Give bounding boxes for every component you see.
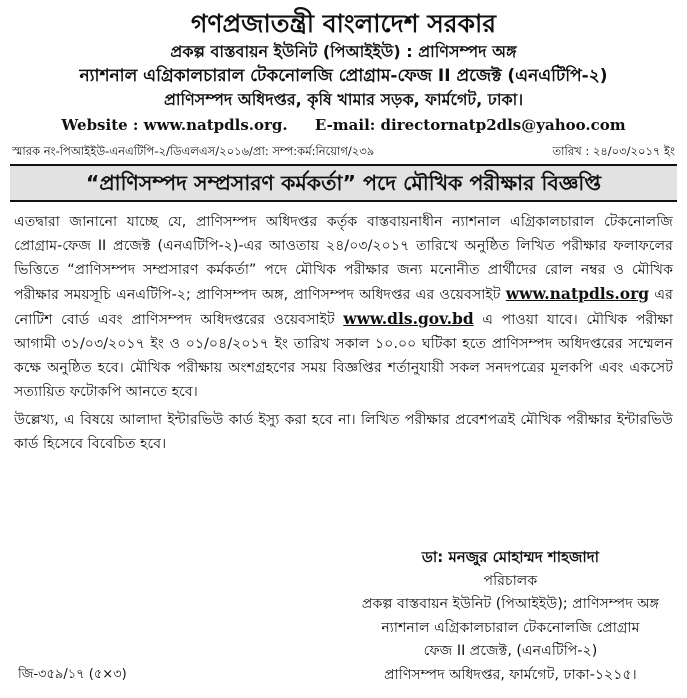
- notice-date: তারিখ : ২৪/০৩/২০১৭ ইং: [552, 144, 675, 158]
- signatory-program: ন্যাশনাল এগ্রিকালচারাল টেকনোলজি প্রোগ্রাম: [381, 619, 640, 636]
- contact-line: [10, 114, 677, 136]
- body-paragraph-1: [14, 210, 673, 404]
- website-text: Website : www.natpdls.org.: [61, 116, 288, 134]
- body-text-part: এর নোটিশ বোর্ড এবং প্রাণিসম্পদ অধিদপ্তরের ওয়েবসাইট: [14, 287, 673, 328]
- website-dls-link: www.dls.gov.bd: [343, 309, 474, 328]
- project-line: ন্যাশনাল এগ্রিকালচারাল টেকনোলজি প্রোগ্রাম-ফেজ II প্রজেক্ট (এনএটিপি-২): [79, 66, 608, 86]
- email-text: E-mail: directornatp2dls@yahoo.com: [314, 116, 626, 134]
- address-line: প্রাণিসম্পদ অধিদপ্তর, কৃষি খামার সড়ক, ফার্মগেট, ঢাকা।: [163, 90, 524, 109]
- job-notice: [0, 8, 687, 698]
- signatory-title: পরিচালক: [483, 572, 538, 589]
- body-paragraph-2: উল্লেখ্য, এ বিষয়ে আলাদা ইন্টারভিউ কার্ড ইস্যু করা হবে না। লিখিত পরীক্ষার প্রবেশপত্রই মৌখিক পরীক্ষার ইন্টারভিউ কার্ড হিসেবে বিবেচিত হবে।: [14, 412, 673, 452]
- notice-header: [10, 8, 677, 136]
- unit-line: প্রকল্প বাস্তবায়ন ইউনিট (পিআইইউ) : প্রাণিসম্পদ অঙ্গ: [170, 42, 517, 61]
- signature-block: [362, 546, 659, 687]
- signatory-name: ডা: মনজুর মোহাম্মদ শাহজাদা: [421, 548, 599, 566]
- body-text-part: এ পাওয়া যাবে। মৌখিক পরীক্ষা আগামী ৩১/০৩/২০১৭ ইং ও ০১/০৪/২০১৭ ইং তারিখ সকাল ১০.০০ ঘটিকা হতে প্রাণিসম্পদ অধিদপ্তরের সম্মেলন কক্ষে অনুষ্ঠিত হবে। মৌখিক পরীক্ষায় অংশগ্রহণের সময় বিজ্ঞপ্তির শর্তানুযায়ী সকল সনদপত্রের মূলকপি এবং একসেট সত্যায়িত ফটোকপি আনতে হবে।: [14, 312, 674, 400]
- government-title: গণপ্রজাতন্ত্রী বাংলাদেশ সরকার: [191, 9, 496, 38]
- signatory-project: ফেজ II প্রজেক্ট, (এনএটিপি-২): [423, 643, 598, 659]
- website-natpdls-link: www.natpdls.org: [505, 284, 650, 303]
- signatory-unit: প্রকল্প বাস্তবায়ন ইউনিট (পিআইইউ); প্রাণিসম্পদ অঙ্গ: [361, 596, 659, 612]
- memo-number: স্মারক নং-পিআইইউ-এনএটিপি-২/ডিএলএস/২০১৬/প্রা: সম্প:কর্ম:নিয়োগ/২৩৯: [12, 144, 375, 158]
- signatory-address: প্রাণিসম্পদ অধিদপ্তর, ফার্মগেট, ঢাকা-১২১৫।: [384, 666, 637, 683]
- body-text-part: এতদ্বারা জানানো যাচ্ছে যে, প্রাণিসম্পদ অধিদপ্তর কর্তৃক বাস্তবায়নাধীন ন্যাশনাল এগ্রিকালচারাল টেকনোলজি প্রোগ্রাম-ফেজ II প্রজেক্ট (এনএটিপি-২)-এর আওতায় ২৪/০৩/২০১৭ তারিখে অনুষ্ঠিত লিখিত পরীক্ষার ফলাফলের ভিত্তিতে “প্রাণিসম্পদ সম্প্রসারণ কর্মকর্তা” পদে মৌখিক পরীক্ষার জন্য মনোনীত প্রার্থীদের রোল নম্বর ও মৌখিক পরীক্ষার সময়সূচি এনএটিপি-২; প্রাণিসম্পদ অঙ্গ, প্রাণিসম্পদ অধিদপ্তর এর ওয়েবসাইট: [14, 214, 673, 303]
- notice-body: [10, 210, 677, 456]
- ad-code: জি-৩৫৯/১৭ (৫×৩): [18, 667, 127, 682]
- reference-row: [10, 142, 677, 160]
- notice-title-banner: “প্রাণিসম্পদ সম্প্রসারণ কর্মকর্তা” পদে মৌখিক পরীক্ষার বিজ্ঞপ্তি: [10, 164, 677, 202]
